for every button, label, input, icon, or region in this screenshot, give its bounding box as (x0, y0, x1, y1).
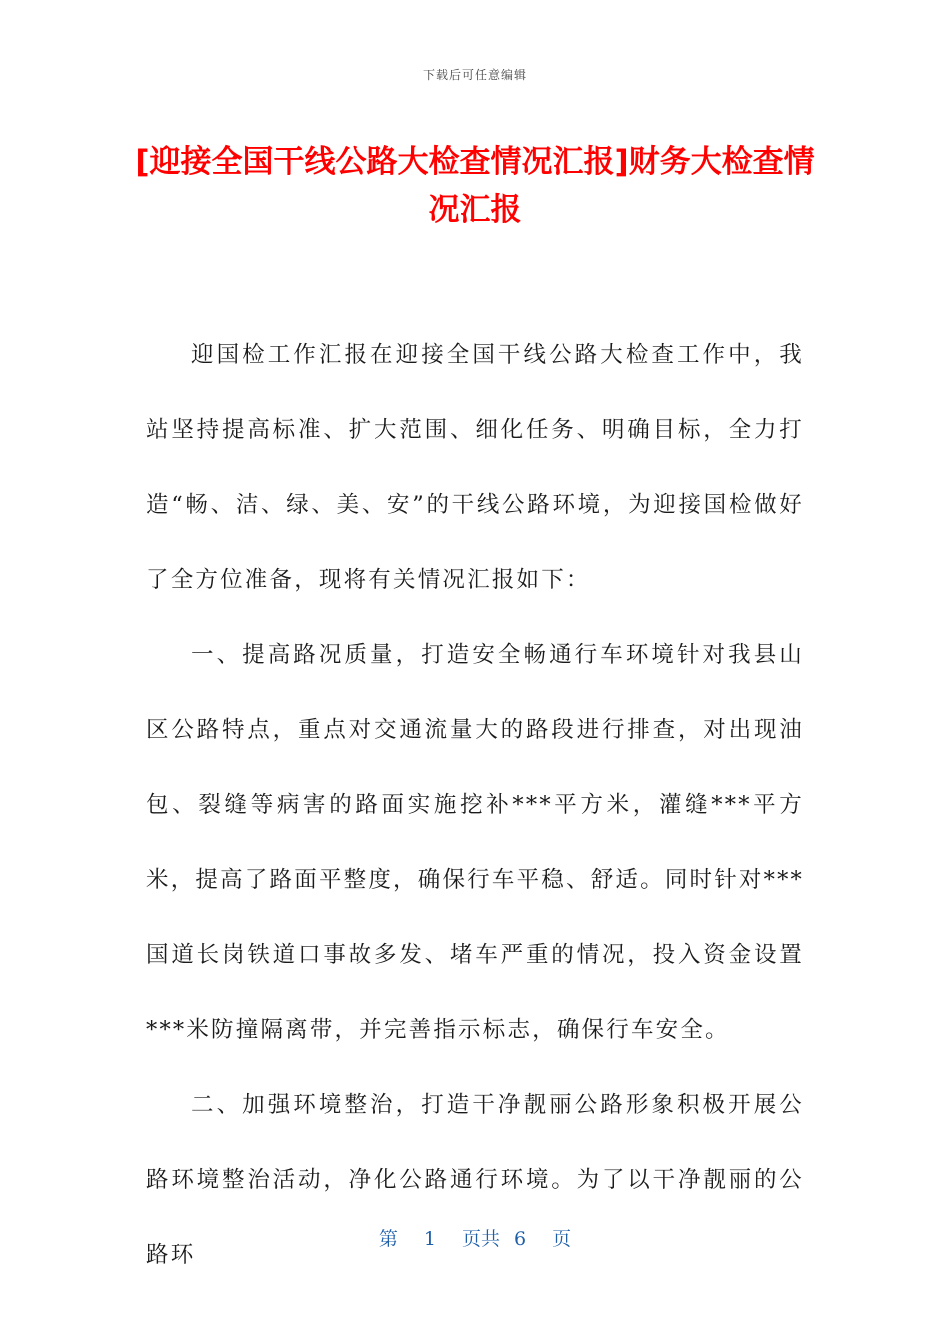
paragraph-intro: 迎国检工作汇报在迎接全国干线公路大检查工作中，我站坚持提高标准、扩大范围、细化任务、明确目标，全力打造“畅、洁、绿、美、安”的干线公路环境，为迎接国检做好了全方位准备，现将有关情况汇报如下： (146, 342, 804, 593)
page-number-footer (0, 1224, 950, 1251)
footer-middle: 页共 (461, 1228, 500, 1250)
footer-suffix: 页 (552, 1228, 572, 1250)
download-note: 下载后可任意编辑 (422, 68, 527, 82)
paragraph-section-one: 一、提高路况质量，打造安全畅通行车环境针对我县山区公路特点，重点对交通流量大的路段进行排查，对出现油包、裂缝等病害的路面实施挖补***平方米，灌缝***平方米，提高了路面平整度，确保行车平稳、舒适。同时针对***国道长岗铁道口事故多发、堵车严重的情况，投入资金设置***米防撞隔离带，并完善指示标志，确保行车安全。 (146, 642, 804, 1043)
footer-current-page: 1 (423, 1228, 436, 1250)
paragraph-section-two: 二、加强环境整治，打造干净靓丽公路形象积极开展公路环境整治活动，净化公路通行环境。为了以干净靓丽的公路环 (146, 1092, 804, 1268)
document-body (146, 318, 804, 1293)
footer-prefix: 第 (378, 1228, 398, 1250)
document-title: [迎接全国干线公路大检查情况汇报]财务大检查情况汇报 (135, 144, 815, 228)
footer-total-pages: 6 (514, 1228, 527, 1250)
